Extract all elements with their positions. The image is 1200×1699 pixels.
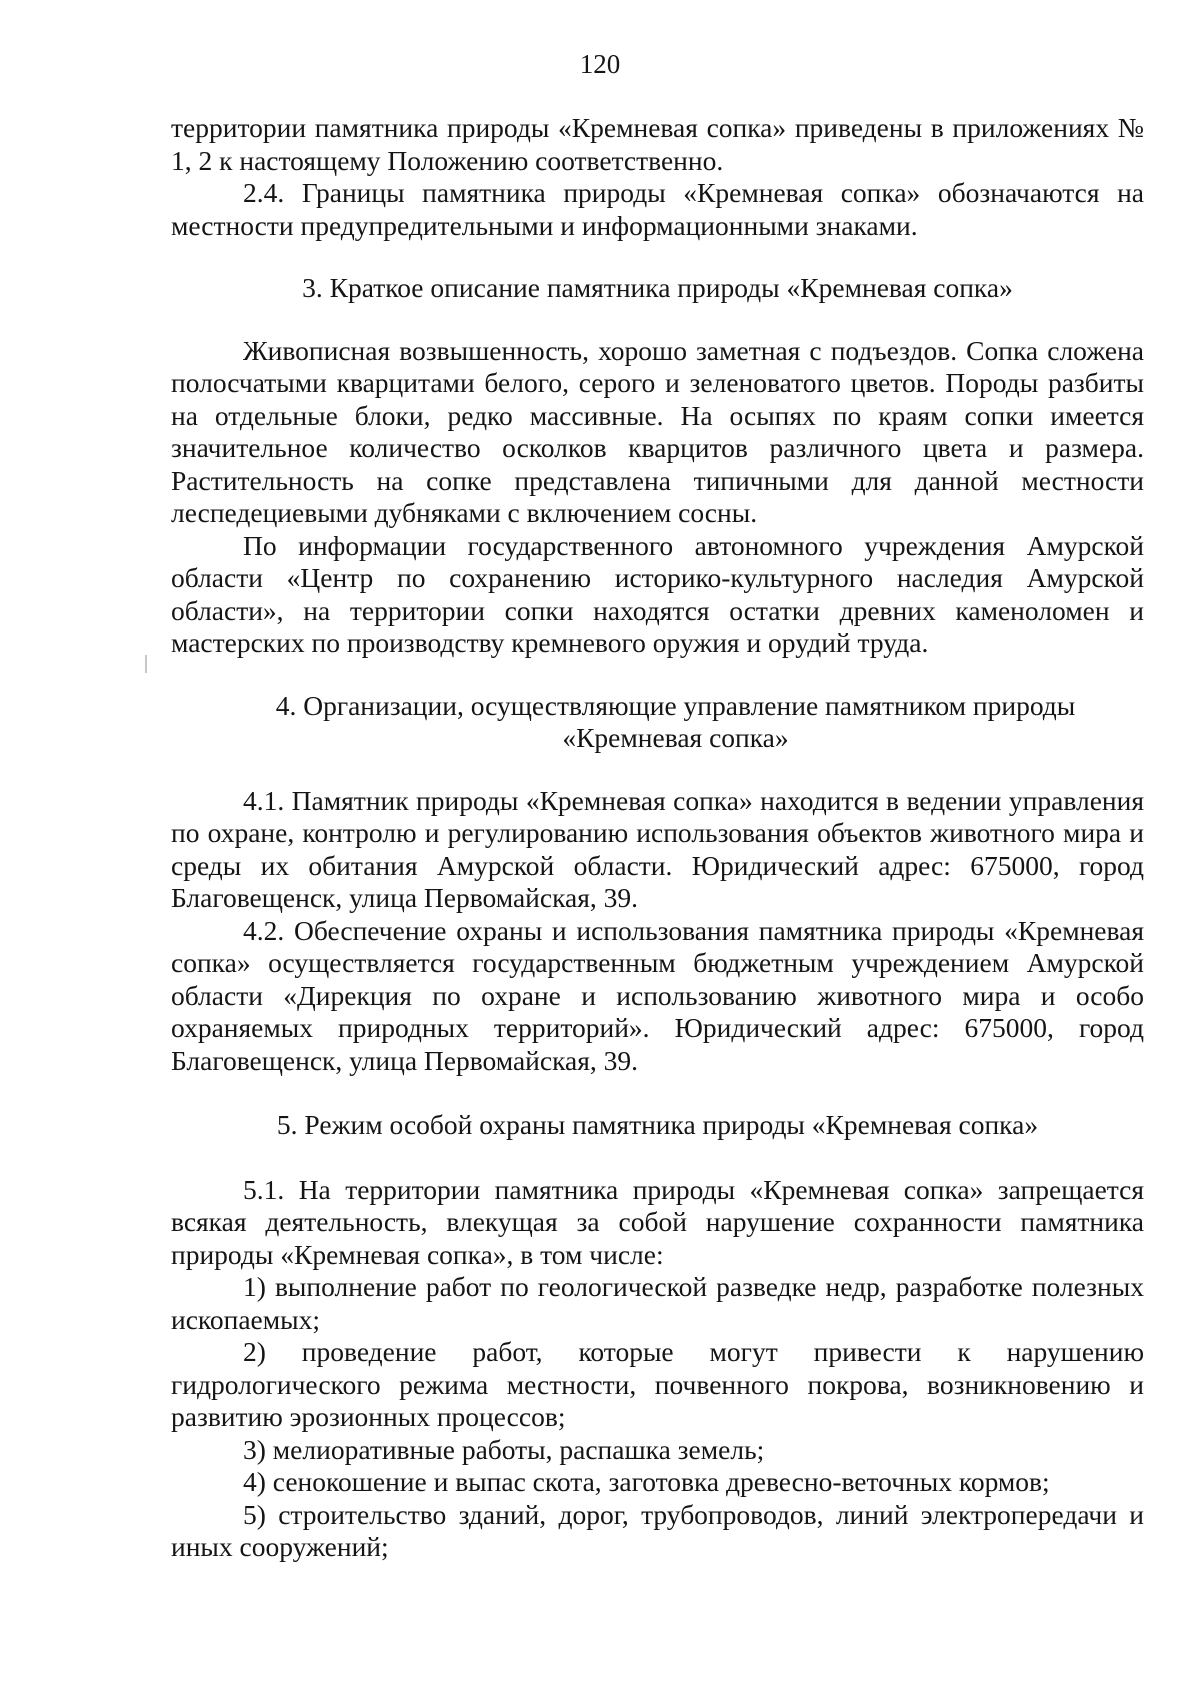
list-item-3: 3) мелиоративные работы, распашка земель;	[243, 1433, 765, 1465]
list-item-5: 5) строительство зданий, дорог, трубопроводов, линий электропередачи и иных сооружений;	[171, 1498, 1144, 1562]
section-heading-4-line2: «Кремневая сопка»	[562, 722, 789, 753]
section-heading-4	[171, 690, 1144, 755]
paragraph-2-4: 2.4. Границы памятника природы «Кремневая сопка» обозначаются на местности предупредительными и информационными знаками.	[171, 177, 1144, 241]
list-item-2: 2) проведение работ, которые могут привести к нарушению гидрологического режима местности, почвенного покрова, возникновению и развитию эрозионных процессов;	[171, 1336, 1144, 1432]
scan-artifact	[145, 655, 147, 673]
paragraph-4-1: 4.1. Памятник природы «Кремневая сопка» находится в ведении управления по охране, контролю и регулированию использования объектов животного мира и среды их обитания Амурской области. Юридический адрес: 675000, город Благовещенск, улица Первомайская, 39.	[171, 784, 1144, 913]
section-heading-5: 5. Режим особой охраны памятника природы «Кремневая сопка»	[276, 1109, 1039, 1140]
section-heading-3: 3. Краткое описание памятника природы «Кремневая сопка»	[302, 272, 1013, 303]
section-heading-4-line1: 4. Организации, осуществляющие управление памятником природы	[275, 689, 1076, 721]
list-item-1: 1) выполнение работ по геологической разведке недр, разработке полезных ископаемых;	[171, 1271, 1144, 1335]
paragraph-5-1: 5.1. На территории памятника природы «Кремневая сопка» запрещается всякая деятельность, влекущая за собой нарушение сохранности памятника природы «Кремневая сопка», в том числе:	[171, 1173, 1144, 1270]
paragraph-3-2: По информации государственного автономного учреждения Амурской области «Центр по сохранению историко-культурного наследия Амурской области», на территории сопки находятся остатки древних каменоломен и мастерских по производству кремневого оружия и орудий труда.	[171, 529, 1144, 658]
paragraph-4-2: 4.2. Обеспечение охраны и использования памятника природы «Кремневая сопка» осуществляется государственным бюджетным учреждением Амурской области «Дирекция по охране и использованию животного мира и особо охраняемых природных территорий». Юридический адрес: 675000, город Благовещенск, улица Первомайская, 39.	[171, 914, 1144, 1076]
document-body	[171, 112, 1144, 1564]
paragraph-3-1: Живописная возвышенность, хорошо заметная с подъездов. Сопка сложена полосчатыми кварцитами белого, серого и зеленоватого цветов. Породы разбиты на отдельные блоки, редко массивные. На осыпях по краям сопки имеется значительное количество осколков кварцитов различного цвета и размера. Растительность на сопке представлена типичными для данной местности леспедециевыми дубняками с включением сосны.	[171, 334, 1144, 528]
list-item-4: 4) сенокошение и выпас скота, заготовка древесно-веточных кормов;	[243, 1466, 1050, 1497]
page-number: 120	[579, 49, 621, 79]
paragraph-continuation: территории памятника природы «Кремневая сопка» приведены в приложениях № 1, 2 к настоящему Положению соответственно.	[171, 112, 1144, 176]
